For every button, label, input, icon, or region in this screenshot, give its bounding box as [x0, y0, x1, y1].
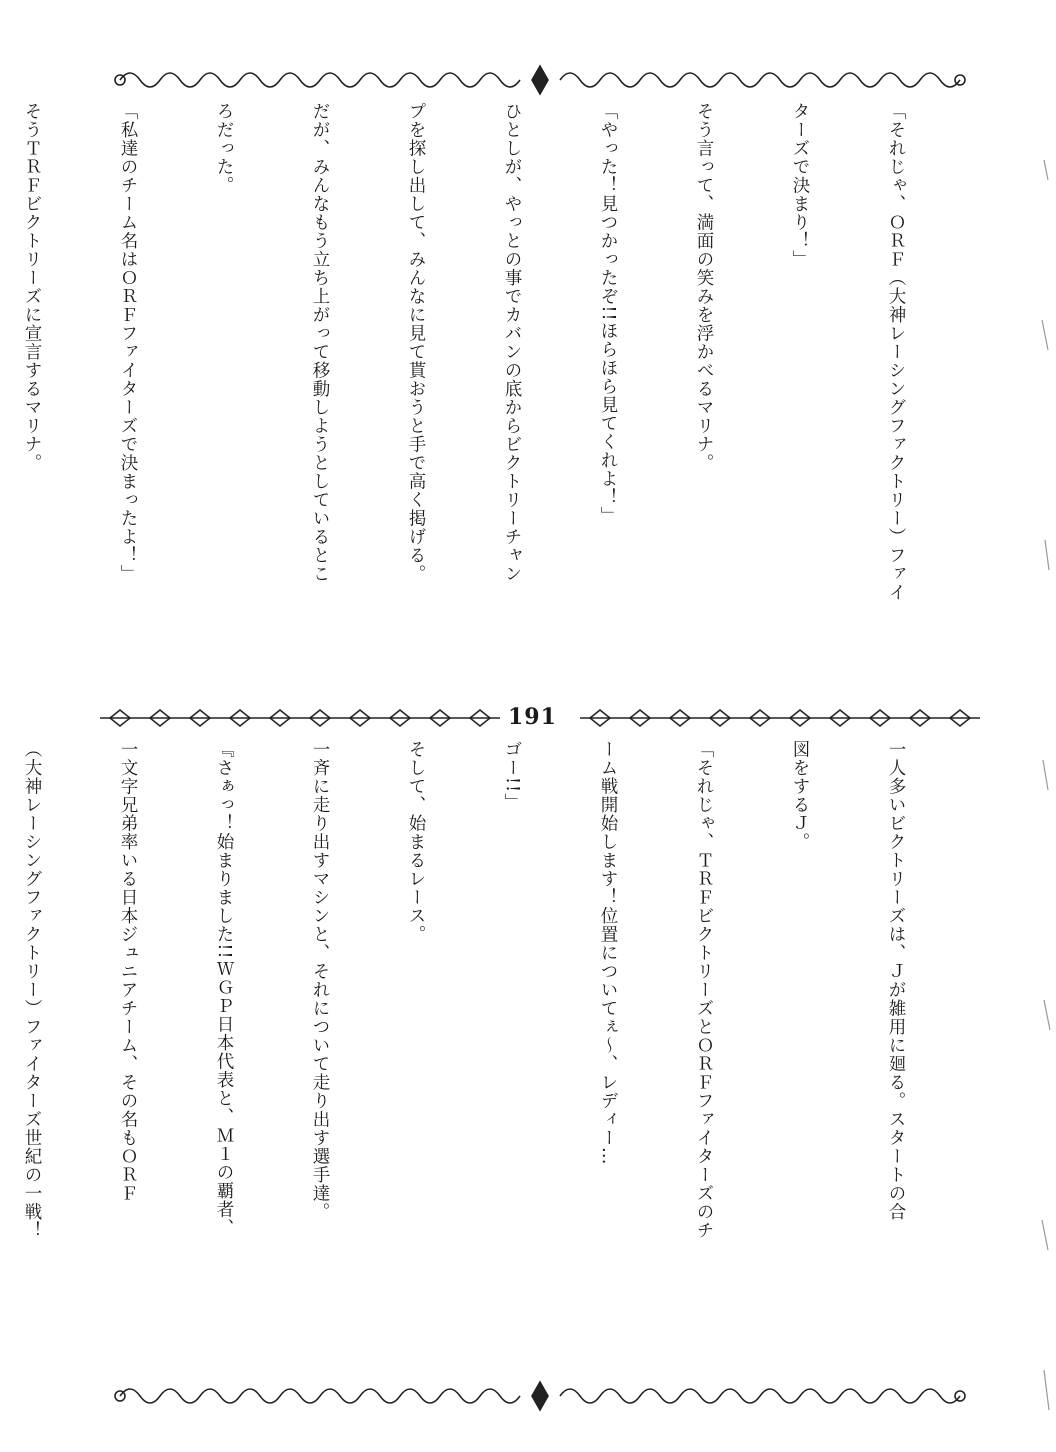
text-line: ーム戦開始します！位置についてぇ〜、レディー… [598, 740, 618, 1166]
text-line: 一人多いビクトリーズは、Ｊが雑用に廻る。スタートの合 [886, 740, 906, 1221]
text-line: ひとしが、やっとの事でカバンの底からビクトリーチャン [502, 102, 522, 583]
text-line: 「それじゃ、ＴＲＦビクトリーズとＯＲＦファイターズのチ [694, 740, 714, 1240]
text-line: プを探し出して、みんなに見て貰おうと手で高く掲げる。 [406, 102, 426, 583]
scan-edge-noise [1036, 120, 1056, 1440]
text-line: 一文字兄弟率いる日本ジュニアチーム、その名もＯＲＦ [118, 740, 138, 1203]
text-line: ターズで決まり！」 [790, 102, 810, 269]
text-line: そして、始まるレース。 [406, 740, 426, 944]
text-line: 『さぁっ！始まりました!!ＷＧＰ日本代表と、Ｍ１の覇者、 [214, 740, 234, 1238]
text-line: 図をするＪ。 [790, 740, 810, 851]
upper-text-block [22, 102, 976, 694]
text-line: 「やった！見つかったぞ!!ほらほら見てくれよ！」 [598, 102, 618, 526]
bottom-ornament-graphic [100, 1376, 980, 1416]
text-line: ゴー!!」 [502, 740, 522, 812]
scan-edge-marks [1036, 120, 1056, 1440]
page-number: 191 [508, 704, 557, 730]
text-line: 「それじゃ、ＯＲＦ（大神レーシングファクトリー）ファイ [886, 102, 906, 602]
text-line: そう言って、満面の笑みを浮かべるマリナ。 [694, 102, 714, 472]
lower-text-block [22, 740, 976, 1368]
text-line: ろだった。 [214, 102, 234, 195]
text-line: そうＴＲＦビクトリーズに宣言するマリナ。 [22, 102, 42, 472]
text-line: （大神レーシングファクトリー）ファイターズ世紀の一戦！ [22, 740, 42, 1240]
text-line: 「私達のチーム名はＯＲＦファイターズで決まったよ！」 [118, 102, 138, 583]
bottom-ornament-border [100, 1376, 980, 1416]
text-line: だが、みんなもう立ち上がって移動しようとしているとこ [310, 102, 330, 583]
top-ornament-border [100, 60, 980, 100]
top-ornament-graphic [100, 60, 980, 100]
text-line: 一斉に走り出すマシンと、それについて走り出す選手達。 [310, 740, 330, 1221]
